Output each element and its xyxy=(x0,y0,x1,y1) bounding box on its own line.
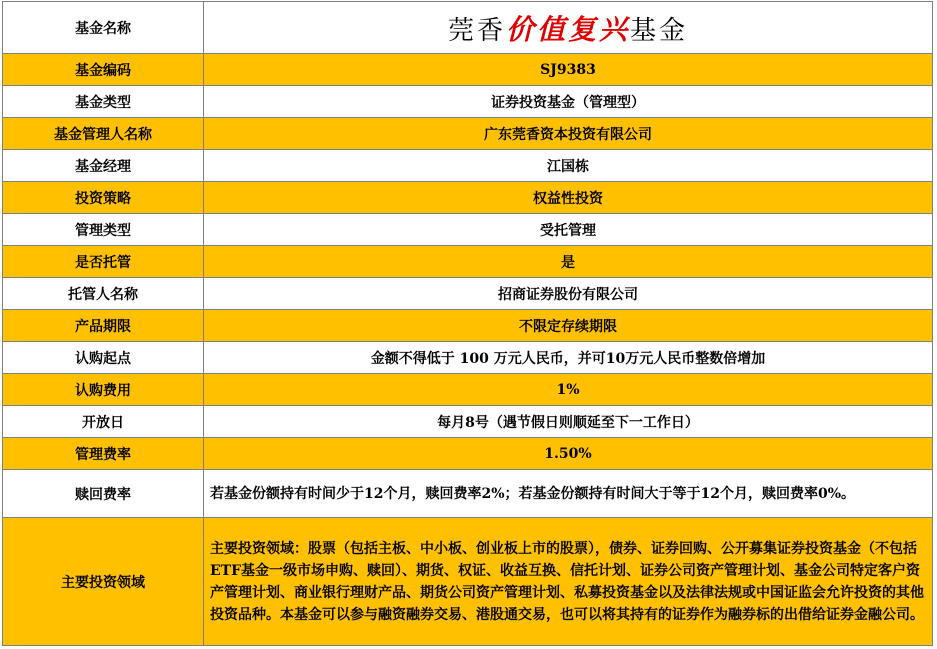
label-custodian: 托管人名称 xyxy=(3,278,204,310)
row-management-type xyxy=(3,214,933,246)
title-suffix: 基金 xyxy=(630,15,689,46)
value-open-day: 每月8号（遇节假日则顺延至下一工作日） xyxy=(204,406,933,438)
row-subscription-min xyxy=(3,342,933,374)
value-subscription-fee: 1% xyxy=(204,374,933,406)
label-investment-scope: 主要投资领域 xyxy=(3,518,204,646)
label-open-day: 开放日 xyxy=(3,406,204,438)
value-fund-manager: 江国栋 xyxy=(204,150,933,182)
row-redemption-fee xyxy=(3,470,933,518)
value-term: 不限定存续期限 xyxy=(204,310,933,342)
row-subscription-fee xyxy=(3,374,933,406)
label-fund-name: 基金名称 xyxy=(3,2,204,54)
title-highlight: 价值复兴 xyxy=(505,12,630,46)
label-redemption-fee: 赎回费率 xyxy=(3,470,204,518)
label-term: 产品期限 xyxy=(3,310,204,342)
label-fund-manager-company: 基金管理人名称 xyxy=(3,118,204,150)
value-custodian: 招商证券股份有限公司 xyxy=(204,278,933,310)
row-fund-code xyxy=(3,54,933,86)
row-custody xyxy=(3,246,933,278)
row-management-fee xyxy=(3,438,933,470)
label-custody: 是否托管 xyxy=(3,246,204,278)
value-investment-scope: 主要投资领域：股票（包括主板、中小板、创业板上市的股票），债券、证券回购、公开募集证券投资基金（不包括ETF基金一级市场申购、赎回）、期货、权证、收益互换、信托计划、证券公司资产管理计划、基金公司特定客户资产管理计划、商业银行理财产品、期货公司资产管理计划、私募投资基金以及法律法规或中国证监会允许投资的其他投资品种。本基金可以参与融资融券交易、港股通交易，也可以将其持有的证券作为融券标的出借给证券金融公司。 xyxy=(204,518,933,646)
label-fund-manager: 基金经理 xyxy=(3,150,204,182)
label-subscription-min: 认购起点 xyxy=(3,342,204,374)
row-fund-name xyxy=(3,2,933,54)
label-subscription-fee: 认购费用 xyxy=(3,374,204,406)
row-fund-manager xyxy=(3,150,933,182)
row-open-day xyxy=(3,406,933,438)
value-fund-type: 证券投资基金（管理型） xyxy=(204,86,933,118)
row-term xyxy=(3,310,933,342)
value-fund-code: SJ9383 xyxy=(204,54,933,86)
value-management-fee: 1.50% xyxy=(204,438,933,470)
row-fund-type xyxy=(3,86,933,118)
value-custody: 是 xyxy=(204,246,933,278)
row-investment-scope xyxy=(3,518,933,646)
value-strategy: 权益性投资 xyxy=(204,182,933,214)
label-strategy: 投资策略 xyxy=(3,182,204,214)
value-redemption-fee: 若基金份额持有时间少于12个月，赎回费率2%；若基金份额持有时间大于等于12个月，赎回费率0%。 xyxy=(204,470,933,518)
value-fund-manager-company: 广东莞香资本投资有限公司 xyxy=(204,118,933,150)
fund-info-table xyxy=(2,1,933,646)
label-fund-type: 基金类型 xyxy=(3,86,204,118)
label-management-type: 管理类型 xyxy=(3,214,204,246)
label-fund-code: 基金编码 xyxy=(3,54,204,86)
row-custodian xyxy=(3,278,933,310)
value-subscription-min: 金额不得低于 100 万元人民币，并可10万元人民币整数倍增加 xyxy=(204,342,933,374)
title-prefix: 莞香 xyxy=(447,15,506,46)
label-management-fee: 管理费率 xyxy=(3,438,204,470)
row-strategy xyxy=(3,182,933,214)
value-management-type: 受托管理 xyxy=(204,214,933,246)
fund-title xyxy=(204,2,933,54)
row-fund-manager-company xyxy=(3,118,933,150)
